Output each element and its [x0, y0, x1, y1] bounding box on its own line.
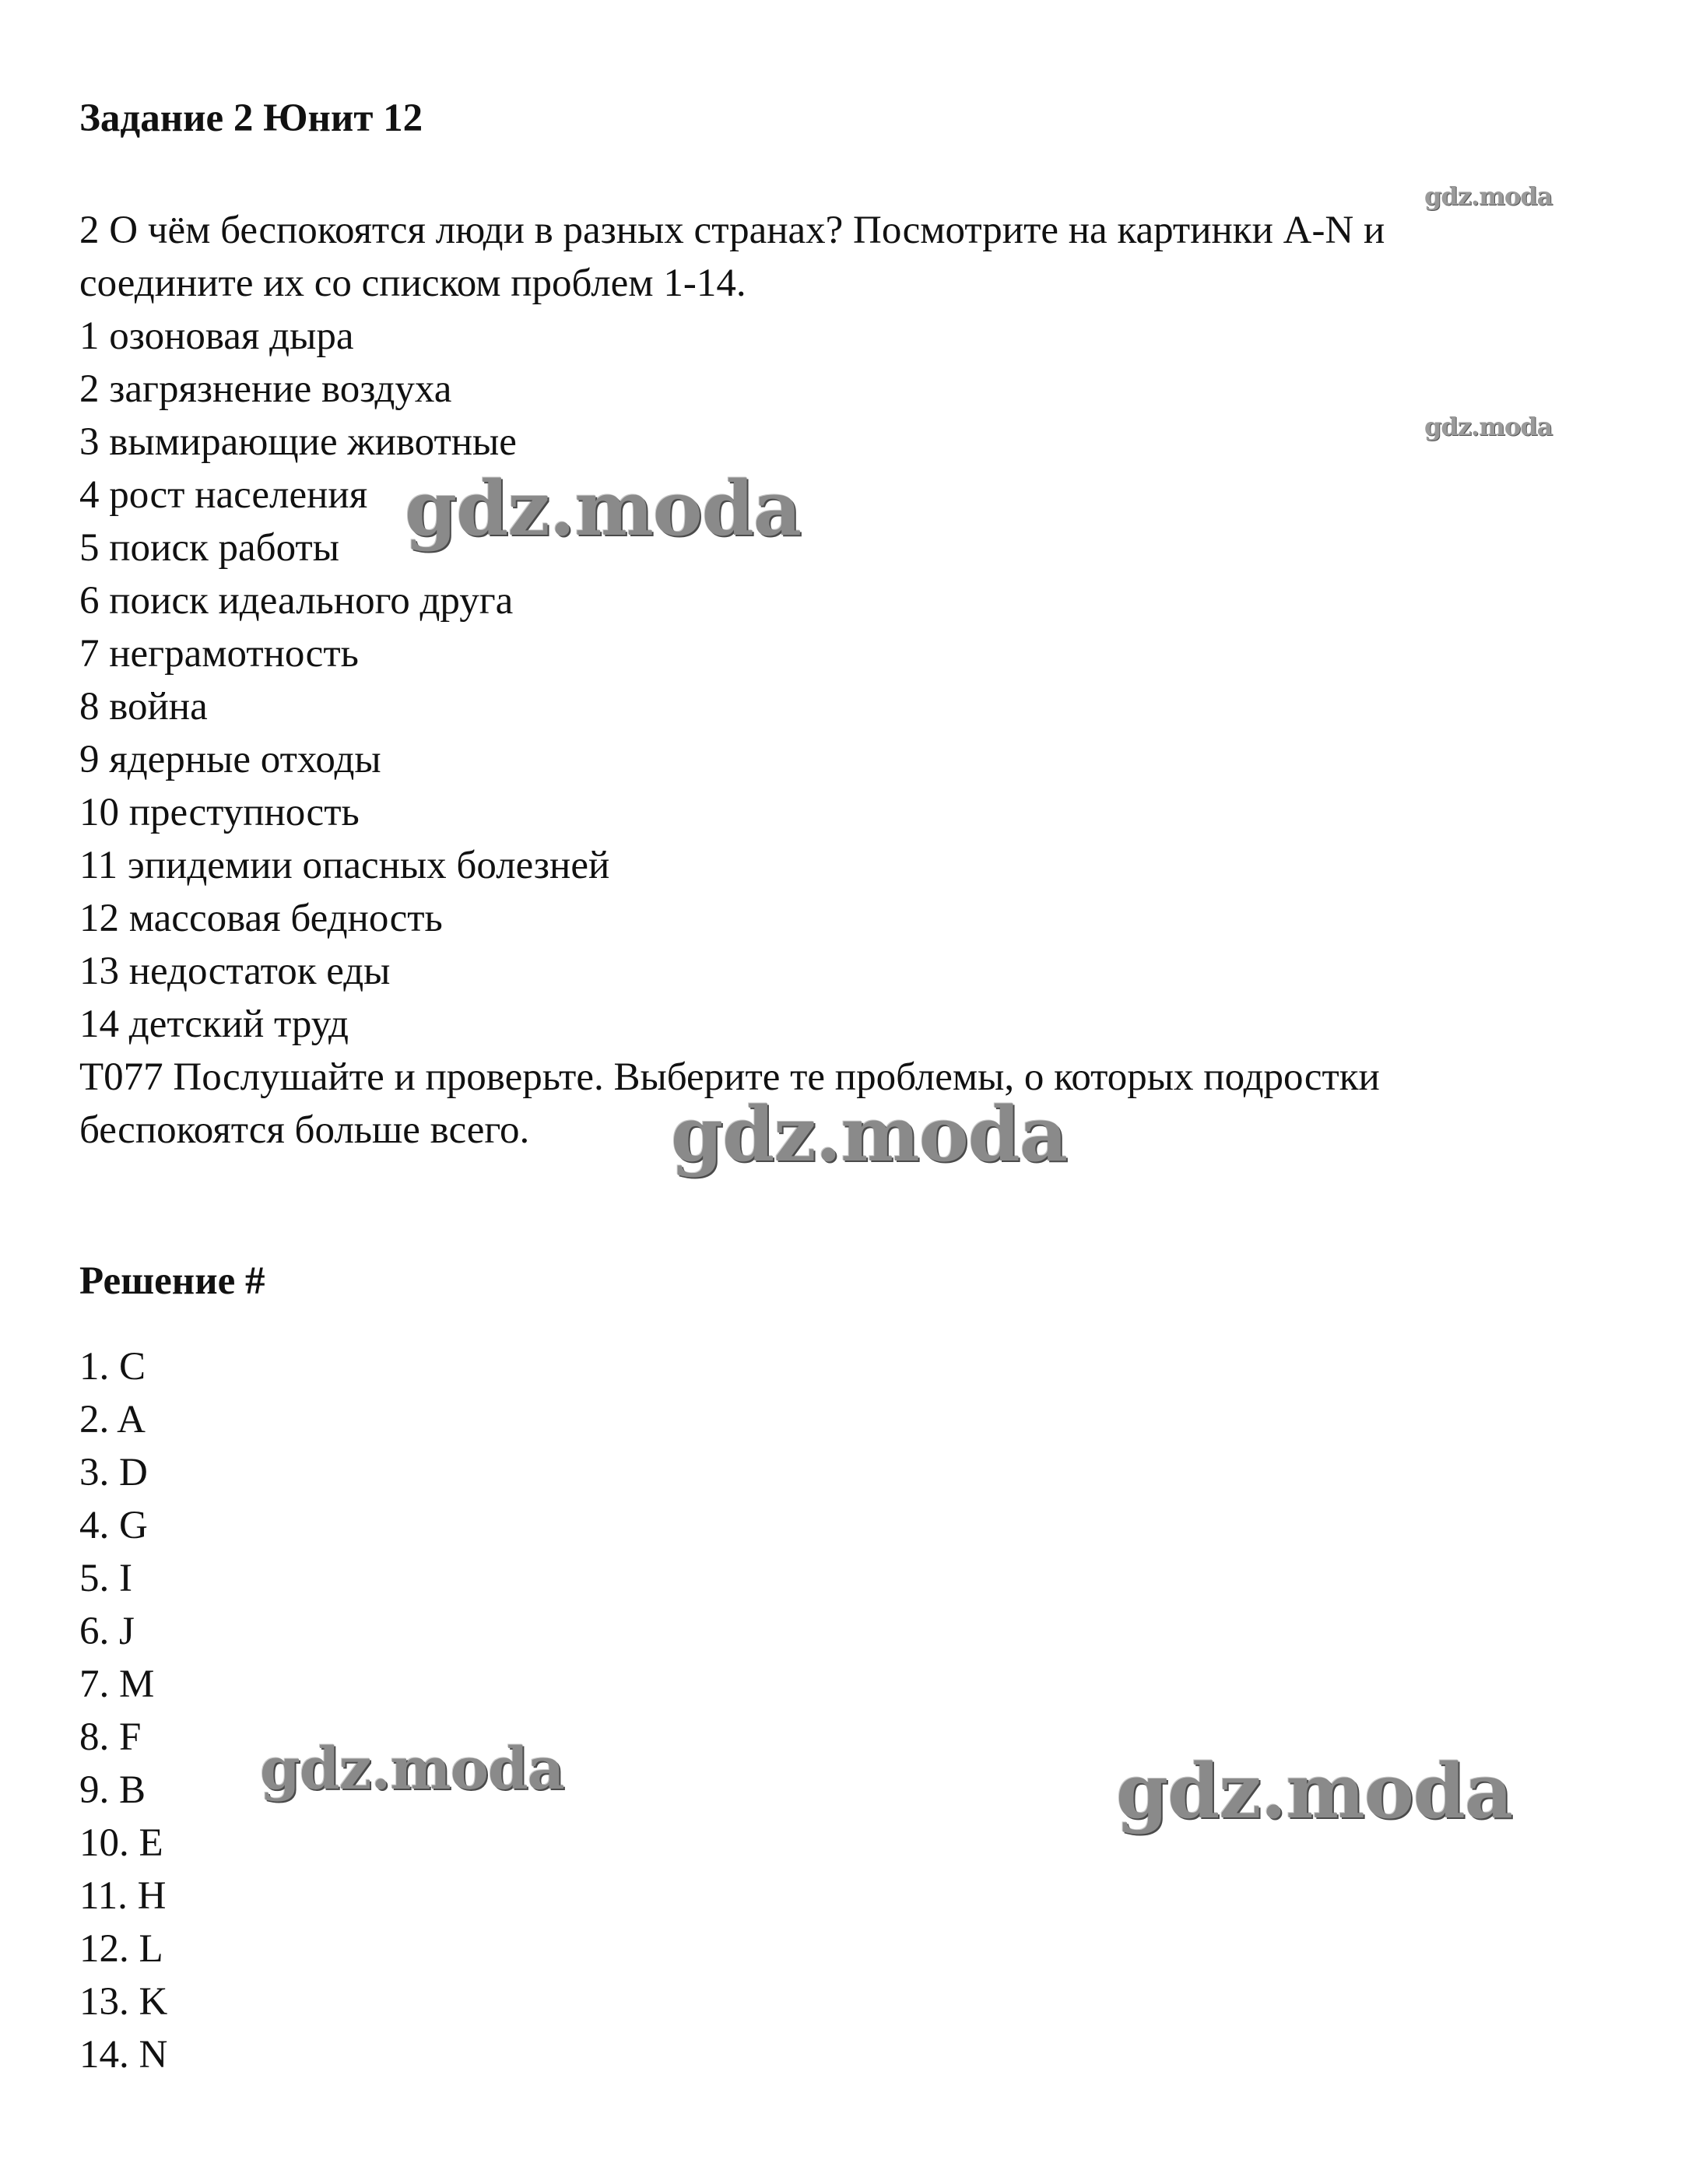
problem-item: 2 загрязнение воздуха [79, 367, 452, 411]
answer-item: 14. N [79, 2033, 168, 2077]
problem-item: 12 массовая бедность [79, 897, 443, 940]
watermark: gdz.moda [1116, 1747, 1513, 1835]
watermark: gdz.moda [671, 1090, 1068, 1178]
problem-item: 1 озоновая дыра [79, 314, 354, 358]
answer-list [79, 1340, 167, 2081]
task-outro-line-1: T077 Послушайте и проверьте. Выберите те проблемы, о которых подростки [79, 1055, 1380, 1099]
answer-item: 5. I [79, 1557, 132, 1600]
answer-item: 2. A [79, 1398, 146, 1441]
task-intro-line-1: 2 О чём беспокоятся люди в разных странах? Посмотрите на картинки A-N и [79, 209, 1385, 252]
task-text [79, 204, 1628, 1157]
task-intro-line-2: соедините их со списком проблем 1-14. [79, 262, 746, 305]
watermark: gdz.moda [260, 1736, 564, 1803]
problem-item: 3 вымирающие животные [79, 420, 517, 464]
problem-item: 9 ядерные отходы [79, 738, 381, 781]
answer-item: 10. E [79, 1821, 163, 1865]
answer-item: 11. H [79, 1874, 167, 1918]
answer-item: 13. K [79, 1980, 168, 2024]
problem-item: 10 преступность [79, 791, 360, 834]
solution-title: Решение # [79, 1259, 265, 1303]
answer-item: 3. D [79, 1451, 148, 1494]
watermark: gdz.moda [405, 465, 802, 553]
answer-item: 1. C [79, 1345, 146, 1389]
problem-item: 7 неграмотность [79, 632, 359, 676]
answer-item: 12. L [79, 1927, 163, 1971]
answer-item: 9. B [79, 1768, 146, 1812]
watermark: gdz.moda [1424, 412, 1553, 441]
problem-item: 5 поиск работы [79, 526, 339, 570]
answer-item: 7. M [79, 1663, 155, 1706]
answer-item: 4. G [79, 1504, 148, 1547]
task-outro-line-2: беспокоятся больше всего. [79, 1108, 530, 1152]
answer-item: 6. J [79, 1610, 135, 1653]
watermark: gdz.moda [1424, 181, 1553, 211]
problem-item: 4 рост населения [79, 473, 368, 517]
problem-item: 8 война [79, 685, 208, 729]
problem-item: 11 эпидемии опасных болезней [79, 844, 610, 887]
problem-item: 14 детский труд [79, 1002, 349, 1046]
problem-item: 13 недостаток еды [79, 950, 391, 993]
page-title: Задание 2 Юнит 12 [79, 97, 423, 140]
problem-item: 6 поиск идеального друга [79, 579, 514, 623]
answer-item: 8. F [79, 1715, 142, 1759]
